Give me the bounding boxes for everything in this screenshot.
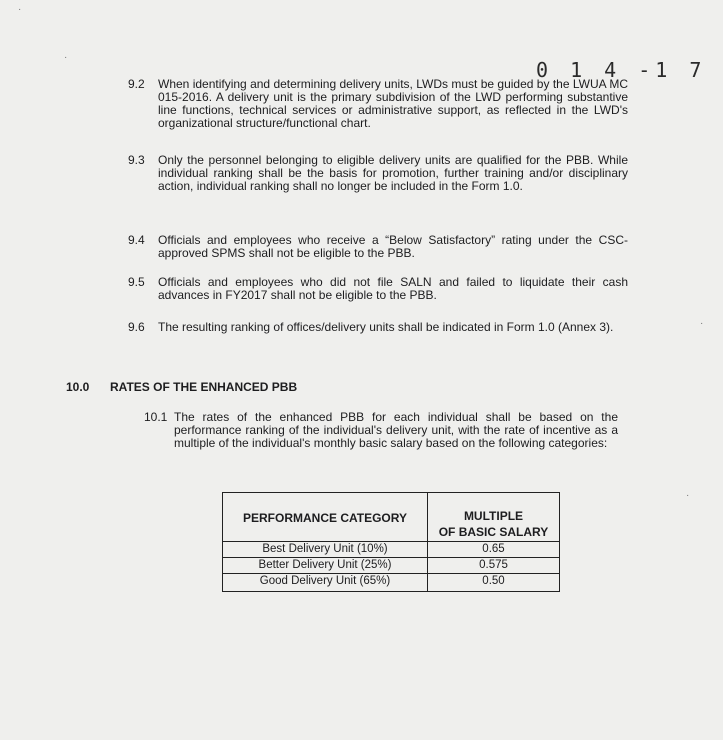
scan-speck: ·: [700, 318, 704, 329]
header-multiple-line1: MULTIPLE: [463, 509, 524, 523]
scan-speck: ·: [686, 490, 690, 501]
section-title: RATES OF THE ENHANCED PBB: [110, 380, 298, 394]
item-number: 10.1: [144, 410, 168, 424]
row-good-multiple: 0.50: [482, 575, 505, 587]
item-text: Officials and employees who did not file SALN and failed to liquidate their cash advances in FY2017 shall not be eligible to the PBB.: [158, 275, 628, 302]
item-number: 9.4: [128, 233, 145, 247]
row-better-category: Better Delivery Unit (25%): [258, 559, 392, 571]
header-multiple-line2: OF BASIC SALARY: [438, 525, 549, 539]
item-number: 9.5: [128, 275, 145, 289]
item-text: The rates of the enhanced PBB for each individual shall be based on the performance ranking of the individual's delivery unit, with the rate of incentive as a multiple of the individual's monthly basic salary based on the following categories:: [174, 410, 618, 450]
rates-table: [222, 492, 560, 592]
scan-speck: ·: [64, 52, 68, 63]
table-divider: [223, 557, 559, 558]
row-best-multiple: 0.65: [482, 543, 505, 555]
item-text: The resulting ranking of offices/delivery units shall be indicated in Form 1.0 (Annex 3).: [158, 320, 614, 334]
row-best-category: Best Delivery Unit (10%): [262, 543, 388, 555]
item-number: 9.3: [128, 153, 145, 167]
header-performance-category: PERFORMANCE CATEGORY: [242, 511, 407, 525]
section-number: 10.0: [66, 380, 90, 394]
item-text: When identifying and determining delivery units, LWDs must be guided by the LWUA MC 015-2016. A delivery unit is the primary subdivision of the LWD performing substantive line functions, technical services or administrative support, as reflected in the LWD's organizational structure/functional chart.: [158, 77, 628, 130]
item-number: 9.6: [128, 320, 145, 334]
table-divider: [223, 541, 559, 542]
table-divider: [223, 573, 559, 574]
scan-speck: ·: [18, 4, 22, 15]
row-good-category: Good Delivery Unit (65%): [259, 575, 391, 587]
item-number: 9.2: [128, 77, 145, 91]
item-text: Officials and employees who receive a “Below Satisfactory” rating under the CSC-approved SPMS shall not be eligible to the PBB.: [158, 233, 628, 260]
page-number: 0 1 4 -1 7: [536, 58, 707, 82]
item-text: Only the personnel belonging to eligible delivery units are qualified for the PBB. While individual ranking shall be the basis for promotion, further training and/or disciplinary action, individual ranking shall no longer be included in the Form 1.0.: [158, 153, 628, 193]
row-better-multiple: 0.575: [479, 559, 508, 571]
